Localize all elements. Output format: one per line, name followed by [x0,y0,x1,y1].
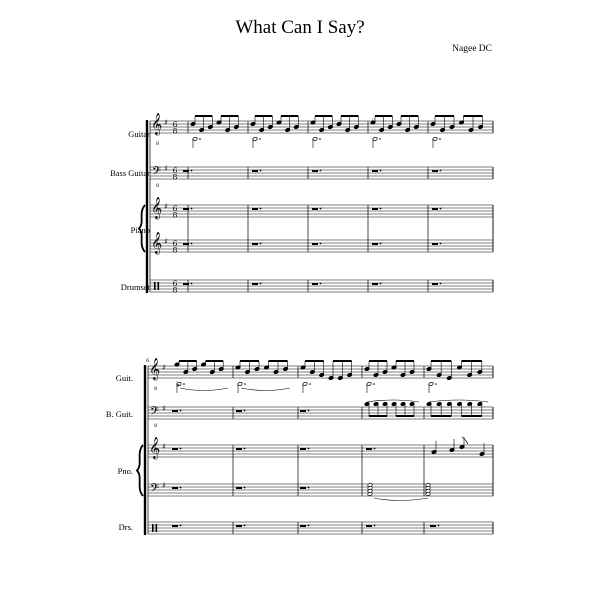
treble-clef-icon: 𝄞 [151,232,163,254]
rest-dot [380,283,382,285]
whole-rest-icon [236,525,242,527]
note-dot [439,138,441,140]
rest-dot [260,283,262,285]
flat-icon: ♭ [176,380,180,389]
whole-rest-icon [312,208,318,210]
note-dot [373,383,375,385]
rest-dot [374,525,376,527]
whole-rest-icon [252,208,258,210]
bass-clef-icon: 𝄢 [150,482,160,498]
tie-mark [374,498,428,501]
time-signature-top: 6 [172,279,178,288]
whole-rest-icon [312,170,318,172]
instrument-label-b-guit: B. Guit. [105,409,133,419]
instrument-label-piano: Piano [130,225,150,235]
octave-mark: 8 [154,386,158,392]
note-dot [309,383,311,385]
note-dot [259,138,261,140]
time-signature-bottom: 8 [172,285,178,295]
score-title: What Can I Say? [235,17,365,38]
octave-mark: 8 [156,183,160,189]
instrument-label-guitar: Guitar [128,129,150,139]
rest-dot [308,410,310,412]
sharp-icon: ♯ [162,404,166,413]
slur-mark [367,400,419,402]
rest-dot [180,410,182,412]
rest-dot [440,283,442,285]
whole-rest-icon [432,283,438,285]
whole-rest-icon [300,487,306,489]
rest-dot [244,487,246,489]
tie-mark [241,388,290,391]
note-dot [319,138,321,140]
whole-rest-icon [236,448,242,450]
percussion-clef-icon [152,524,154,532]
rest-dot [191,243,193,245]
bass-clef-icon: 𝄢 [152,165,162,181]
whole-rest-icon [183,208,189,210]
treble-clef-icon: 𝄞 [151,113,163,135]
rest-dot [244,525,246,527]
octave-mark: 8 [156,141,160,147]
whole-rest-icon [366,525,372,527]
sharp-icon: ♯ [164,202,168,211]
whole-rest-icon [300,410,306,412]
whole-rest-icon [372,243,378,245]
slur-mark [429,400,488,402]
brace-icon [139,205,145,252]
rest-dot [380,170,382,172]
rest-dot [191,208,193,210]
measure-number: 6 [146,358,150,364]
whole-rest-icon [366,448,372,450]
tie-mark [180,388,228,391]
rest-dot [260,170,262,172]
whole-rest-icon [252,283,258,285]
percussion-clef-icon [154,282,156,290]
rest-dot [191,283,193,285]
treble-clef-icon: 𝄞 [149,358,161,380]
time-signature-top: 6 [172,166,178,175]
sharp-icon: ♯ [164,237,168,246]
instrument-label-drs: Drs. [118,522,133,532]
whole-rest-icon [183,243,189,245]
rest-dot [244,448,246,450]
rest-dot [180,448,182,450]
whole-rest-icon [312,243,318,245]
whole-rest-icon [172,410,178,412]
whole-rest-icon [183,283,189,285]
whole-rest-icon [172,525,178,527]
whole-rest-icon [172,487,178,489]
note-dot [244,383,246,385]
rest-dot [374,448,376,450]
rest-dot [180,487,182,489]
percussion-clef-icon [158,282,160,290]
whole-rest-icon [372,283,378,285]
instrument-label-guit: Guit. [115,373,133,383]
sharp-icon: ♯ [162,442,166,451]
whole-rest-icon [172,448,178,450]
note-dot [199,138,201,140]
note-dot [379,138,381,140]
time-signature-bottom: 8 [172,172,178,182]
sharp-icon: ♯ [162,363,166,372]
flat-icon: ♭ [372,117,376,126]
note-flag [462,437,468,444]
instrument-label-drumset: Drumset [120,282,150,292]
treble-clef-icon: 𝄞 [149,437,161,459]
brace-icon [137,445,143,496]
octave-mark: 8 [154,423,158,429]
instrument-label-pno: Pno. [117,466,133,476]
whole-rest-icon [252,243,258,245]
whole-rest-icon [372,170,378,172]
rest-dot [438,525,440,527]
whole-rest-icon [236,410,242,412]
rest-dot [308,487,310,489]
time-signature-bottom: 8 [172,245,178,255]
time-signature-top: 6 [172,204,178,213]
rest-dot [440,243,442,245]
rest-dot [320,283,322,285]
rest-dot [244,410,246,412]
rest-dot [260,208,262,210]
time-signature-top: 6 [172,239,178,248]
sharp-icon: ♯ [164,118,168,127]
rest-dot [440,170,442,172]
rest-dot [260,243,262,245]
time-signature-top: 6 [172,120,178,129]
whole-rest-icon [372,208,378,210]
rest-dot [320,208,322,210]
whole-rest-icon [183,170,189,172]
whole-rest-icon [432,170,438,172]
whole-rest-icon [432,243,438,245]
time-signature-bottom: 8 [172,126,178,136]
rest-dot [320,243,322,245]
rest-dot [180,525,182,527]
composer-name: Nagee DC [452,44,492,54]
whole-rest-icon [252,170,258,172]
sharp-icon: ♯ [162,481,166,490]
instrument-label-bass-guitar: Bass Guitar [110,168,150,178]
whole-rest-icon [312,283,318,285]
rest-dot [308,525,310,527]
rest-dot [320,170,322,172]
rest-dot [380,243,382,245]
bass-clef-icon: 𝄢 [150,405,160,421]
percussion-clef-icon [156,524,158,532]
whole-rest-icon [432,208,438,210]
whole-rest-icon [430,525,436,527]
whole-rest-icon [300,525,306,527]
rest-dot [308,448,310,450]
sharp-icon: ♯ [164,164,168,173]
rest-dot [380,208,382,210]
whole-rest-icon [236,487,242,489]
rest-dot [191,170,193,172]
time-signature-bottom: 8 [172,210,178,220]
rest-dot [440,208,442,210]
whole-rest-icon [300,448,306,450]
treble-clef-icon: 𝄞 [151,197,163,219]
note-dot [435,383,437,385]
note-dot [183,383,185,385]
